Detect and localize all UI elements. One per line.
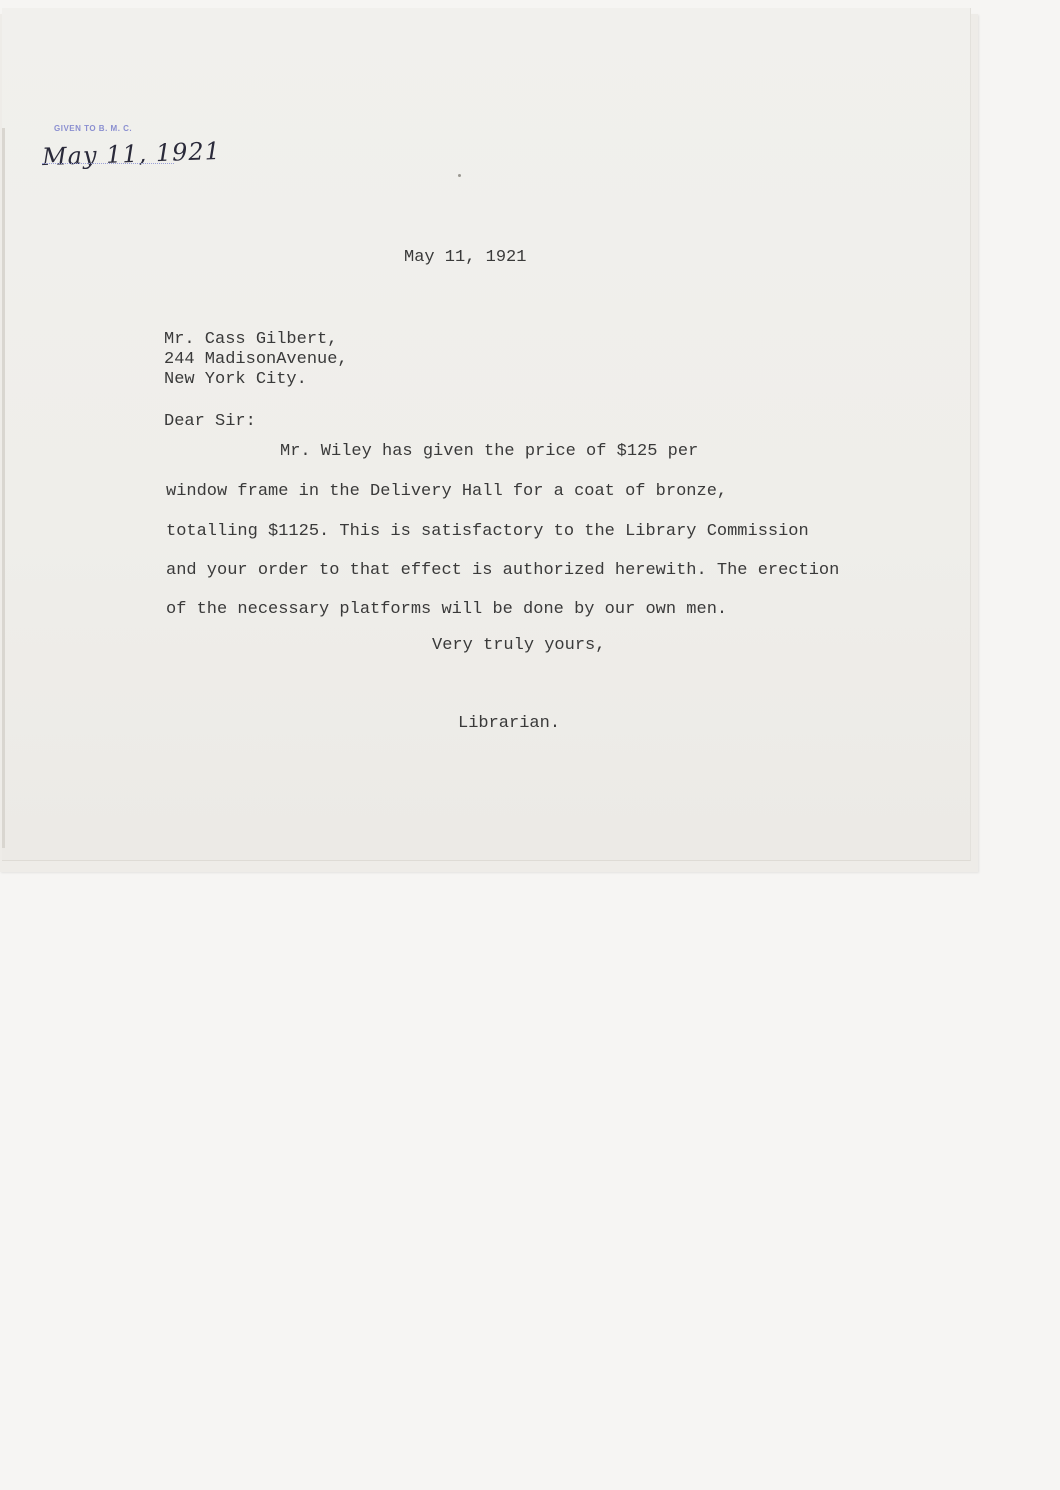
received-stamp-label: GIVEN TO B. M. C. <box>54 124 133 133</box>
recipient-city: New York City. <box>164 370 307 389</box>
recipient-name: Mr. Cass Gilbert, <box>164 330 338 349</box>
stamp-underline <box>42 163 174 164</box>
paper-speck <box>458 174 461 177</box>
recipient-address: 244 MadisonAvenue, <box>164 350 348 369</box>
letter-sheet <box>2 8 971 861</box>
salutation: Dear Sir: <box>164 412 256 431</box>
signature-title: Librarian. <box>458 714 561 733</box>
body-line-2: window frame in the Delivery Hall for a coat of bronze, <box>166 482 728 501</box>
body-line-5: of the necessary platforms will be done by our own men. <box>166 600 728 619</box>
closing: Very truly yours, <box>432 636 606 655</box>
handwritten-date: May 11, 1921 <box>41 136 222 172</box>
body-line-3: totalling $1125. This is satisfactory to the Library Commission <box>166 522 809 541</box>
body-line-4: and your order to that effect is authorized herewith. The erection <box>166 561 840 580</box>
body-line-1: Mr. Wiley has given the price of $125 per <box>280 442 699 461</box>
sheet-left-edge <box>2 128 5 848</box>
letter-date: May 11, 1921 <box>404 248 527 267</box>
